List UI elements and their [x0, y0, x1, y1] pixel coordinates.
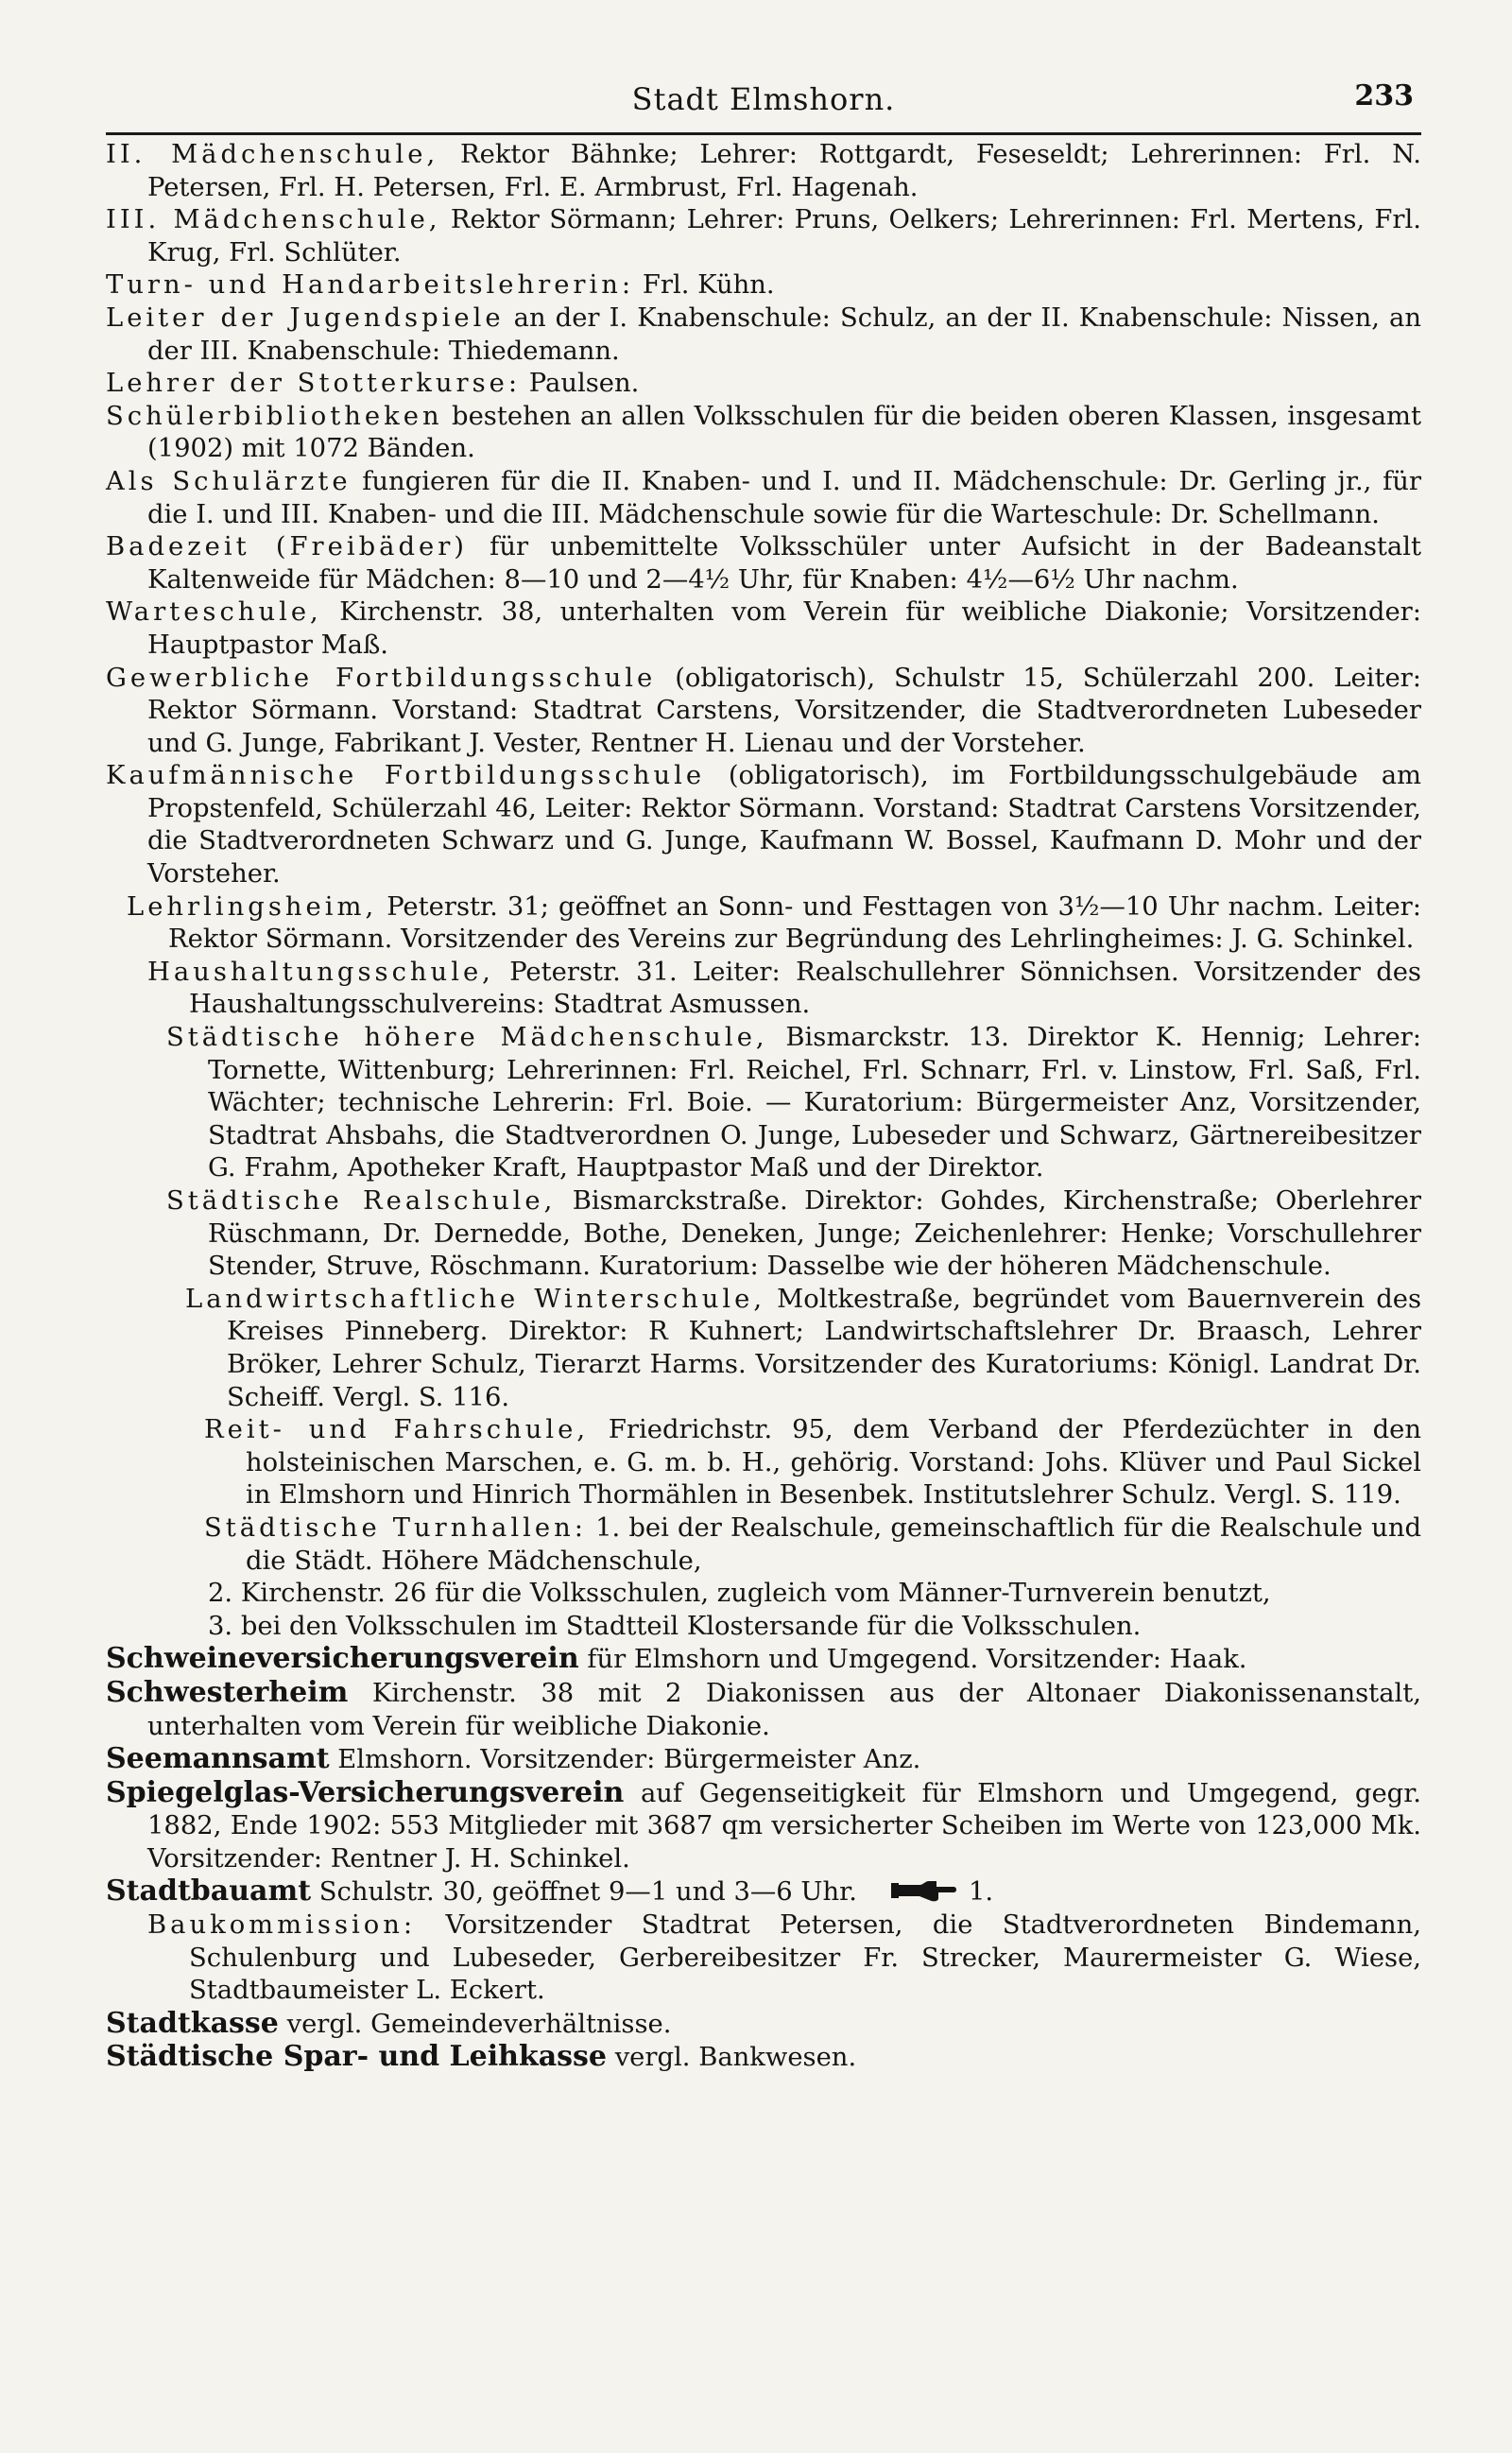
entry-lead: Leiter der Jugendspiele — [106, 302, 505, 333]
entry-text: Paulsen. — [521, 369, 640, 399]
entry-lead: Lehrlingsheim, — [127, 891, 378, 922]
running-title: Stadt Elmshorn. — [631, 81, 896, 117]
entry-text: Bismarckstraße. Direktor: Gohdes, Kirchenstraße; Oberlehrer Rüschmann, Dr. Dernedde, Bothe, Deneken, Junge; Zeichenlehrer: Henke; Vorschullehrer Stender, Struve, Röschmann. Kuratorium: Dasselbe wie der höheren Mädchenschule. — [208, 1186, 1421, 1282]
entry-text: Peterstr. 31. Leiter: Realschullehrer Sönnichsen. Vorsitzender des Haushaltungsschulvereins: Stadtrat Asmussen. — [189, 957, 1421, 1020]
entry-hoehere-maedchenschule — [166, 1022, 1421, 1185]
entry-lead: Warteschule, — [106, 597, 322, 628]
entry-stadtkasse — [106, 2008, 1421, 2042]
entry-text: Friedrichstr. 95, dem Verband der Pferdezüchter in den holsteinischen Marschen, e. G. m. b. H., gehörig. Vorstand: Johs. Klüver und Paul Sickel in Elmshorn und Hinrich Thormählen in Besenbek. Institutslehrer Schulz. Vergl. S. 119. — [246, 1415, 1421, 1511]
entry-text: (obligatorisch), Schulstr 15, Schülerzahl 200. Leiter: Rektor Sörmann. Vorstand: Stadtrat Carstens, Vorsitzender, die Stadtverordneten Lubeseder und G. Junge, Fabrikant J. Vester, Rentner H. Lienau und der Vorsteher. — [147, 663, 1421, 758]
entry-lead: Schülerbibliotheken — [106, 401, 443, 431]
entry-lead: Seemannsamt — [106, 1742, 330, 1776]
entry-maedchenschule-3 — [106, 204, 1421, 269]
entry-text: Elmshorn. Vorsitzender: Bürgermeister Anz. — [329, 1745, 921, 1775]
page-number: 233 — [1354, 79, 1414, 112]
entry-lead: Städtische höhere Mädchenschule, — [166, 1023, 768, 1053]
entry-text: Bismarckstr. 13. Direktor K. Hennig; Lehrer: Tornette, Wittenburg; Lehrerinnen: Frl. Reichel, Frl. Schnarr, Frl. v. Linstow, Frl. Saß, Frl. Wächter; technische Lehrerin: Frl. Boie. — Kuratorium: Bürgermeister Anz, Vorsitzender, Stadtrat Ahsbahs, die Stadtverordnen O. Junge, Lubeseder und Schwarz, Gärtnereibesitzer G. Frahm, Apotheker Kraft, Hauptpastor Maß und der Direktor. — [208, 1023, 1421, 1183]
entry-reitschule — [204, 1414, 1421, 1512]
entry-lead: Badezeit (Freibäder) — [106, 532, 468, 562]
entry-text: (obligatorisch), im Fortbildungsschulgebäude am Propstenfeld, Schülerzahl 46, Leiter: Rektor Sörmann. Vorstand: Stadtrat Carstens Vorsitzender, die Stadtverordneten Schwarz und G. Junge, Kaufmann W. Bossel, Kaufmann D. Mohr und der Vorsteher. — [147, 761, 1422, 890]
entry-kaufmaennische-fortbildungsschule — [106, 760, 1421, 890]
entry-text: vergl. Gemeindeverhältnisse. — [278, 2009, 672, 2039]
entry-gewerbliche-fortbildungsschule — [106, 663, 1421, 761]
entry-text: Moltkestraße, begründet vom Bauernverein des Kreises Pinneberg. Direktor: R Kuhnert; Landwirtschaftslehrer Dr. Braasch, Lehrer Bröker, Lehrer Schulz, Tierarzt Harms. Vorsitzender des Kuratoriums: Königl. Landrat Dr. Scheiff. Vergl. S. 116. — [227, 1284, 1421, 1412]
page-content — [106, 135, 1421, 2075]
entry-lead: Lehrer der Stotterkurse: — [106, 369, 522, 399]
entry-text: Kirchenstr. 38 mit 2 Diakonissen aus der Altonaer Diakonissenanstalt, unterhalten vom Verein für weibliche Diakonie. — [147, 1678, 1421, 1741]
entry-lead: Schwesterheim — [106, 1675, 349, 1709]
entry-text: Schulstr. 30, geöffnet 9—1 und 3—6 Uhr. — [311, 1877, 857, 1908]
turnhallen-item: 3. bei den Volksschulen im Stadtteil Klostersande für die Volksschulen. — [208, 1611, 1142, 1641]
entry-lead: Städtische Spar- und Leihkasse — [106, 2040, 607, 2074]
entry-badezeit — [106, 531, 1421, 596]
entry-stadtbauamt — [106, 1875, 1421, 1909]
entry-text: für unbemittelte Volksschüler unter Aufsicht in der Badeanstalt Kaltenweide für Mädchen: 8—10 und 2—4½ Uhr, für Knaben: 4½—6½ Uhr nachm. — [147, 532, 1421, 595]
entry-seemannsamt — [106, 1743, 1421, 1777]
entry-lead: Städtische Realschule, — [166, 1186, 557, 1216]
entry-schuelerbibliotheken — [106, 401, 1421, 466]
page-header — [106, 76, 1421, 135]
entry-schwesterheim — [106, 1677, 1421, 1743]
entry-text: vergl. Bankwesen. — [607, 2043, 857, 2073]
entry-text: fungieren für die II. Knaben- und I. und II. Mädchenschule: Dr. Gerling jr., für die I. und III. Knaben- und die III. Mädchenschule sowie für die Warteschule: Dr. Schellmann. — [147, 466, 1421, 529]
entry-jugendspiele — [106, 302, 1421, 368]
entry-lead: Stadtkasse — [106, 2006, 279, 2040]
entry-haushaltungsschule — [147, 957, 1421, 1022]
entry-spiegelglas — [106, 1777, 1421, 1876]
entry-schulaerzte — [106, 466, 1421, 531]
entry-turnlehrerin — [106, 269, 1421, 302]
entry-text: Rektor Sörmann; Lehrer: Pruns, Oelkers; Lehrerinnen: Frl. Mertens, Frl. Krug, Frl. Schlüter. — [147, 205, 1421, 268]
entry-lead: III. Mädchenschule, — [106, 205, 441, 235]
entry-text: Vorsitzender Stadtrat Petersen, die Stadtverordneten Bindemann, Schulenburg und Lubeseder, Gerbereibesitzer Fr. Strecker, Maurermeister G. Wiese, Stadtbaumeister L. Eckert. — [189, 1910, 1421, 2006]
entry-maedchenschule-2 — [106, 139, 1421, 204]
entry-lead: Schweineversicherungsverein — [106, 1642, 579, 1676]
entry-warteschule — [106, 596, 1421, 662]
entry-lead: Kaufmännische Fortbildungsschule — [106, 761, 706, 791]
entry-stotterkurse — [106, 368, 1421, 401]
entry-lead: Turn- und Handarbeitslehrerin: — [106, 270, 635, 301]
entry-winterschule — [185, 1284, 1421, 1414]
entry-turnhallen — [204, 1512, 1421, 1578]
entry-schweineversicherungsverein — [106, 1643, 1421, 1677]
entry-text: Peterstr. 31; geöffnet an Sonn- und Festtagen von 3½—10 Uhr nachm. Leiter: Rektor Sörmann. Vorsitzender des Vereins zur Begründung des Lehrlingheimes: J. G. Schinkel. — [168, 891, 1421, 955]
entry-sparkasse — [106, 2041, 1421, 2075]
entry-text: Rektor Bähnke; Lehrer: Rottgardt, Feseseldt; Lehrerinnen: Frl. N. Petersen, Frl. H. Petersen, Frl. E. Armbrust, Frl. Hagenah. — [147, 140, 1421, 202]
entry-lead: II. Mädchenschule, — [106, 140, 439, 169]
entry-lead: Stadtbauamt — [106, 1874, 312, 1909]
turnhallen-item: 2. Kirchenstr. 26 für die Volksschulen, zugleich vom Männer-Turnverein benutzt, — [208, 1579, 1271, 1609]
entry-lead: Als Schulärzte — [106, 466, 352, 496]
entry-text: für Elmshorn und Umgegend. Vorsitzender: Haak. — [578, 1645, 1247, 1675]
entry-text: an der I. Knabenschule: Schulz, an der II. Knabenschule: Nissen, an der III. Knabenschule: Thiedemann. — [147, 302, 1421, 366]
entry-text: Kirchenstr. 38, unterhalten vom Verein für weibliche Diakonie; Vorsitzender: Hauptpastor Maß. — [147, 597, 1421, 660]
entry-text: bestehen an allen Volksschulen für die beiden oberen Klassen, insgesamt (1902) mit 1072 Bänden. — [147, 401, 1421, 464]
entry-baukommission — [147, 1909, 1421, 2008]
entry-lead: Haushaltungsschule, — [147, 957, 494, 987]
pointing-hand-icon — [891, 1877, 959, 1904]
entry-text: auf Gegenseitigkeit für Elmshorn und Umgegend, gegr. 1882, Ende 1902: 553 Mitglieder mit 3687 qm versicherter Scheiben im Werte von 123,000 Mk. Vorsitzender: Rentner J. H. Schinkel. — [147, 1778, 1421, 1874]
entry-lead: Baukommission: — [147, 1910, 417, 1941]
entry-lead: Gewerbliche Fortbildungsschule — [106, 663, 657, 693]
entry-lehrlingsheim — [127, 891, 1421, 957]
entry-lead: Landwirtschaftliche Winterschule, — [185, 1284, 766, 1314]
entry-text: Frl. Kühn. — [634, 270, 775, 301]
stadtbauamt-ref: 1. — [968, 1877, 994, 1908]
entry-lead: Städtische Turnhallen: — [204, 1512, 587, 1543]
entry-lead: Reit- und Fahrschule, — [204, 1415, 590, 1445]
entry-lead: Spiegelglas-Versicherungsverein — [106, 1775, 625, 1809]
entry-realschule — [166, 1185, 1421, 1284]
entry-text: 1. bei der Realschule, gemeinschaftlich für die Realschule und die Städt. Höhere Mädchenschule, — [246, 1512, 1421, 1576]
